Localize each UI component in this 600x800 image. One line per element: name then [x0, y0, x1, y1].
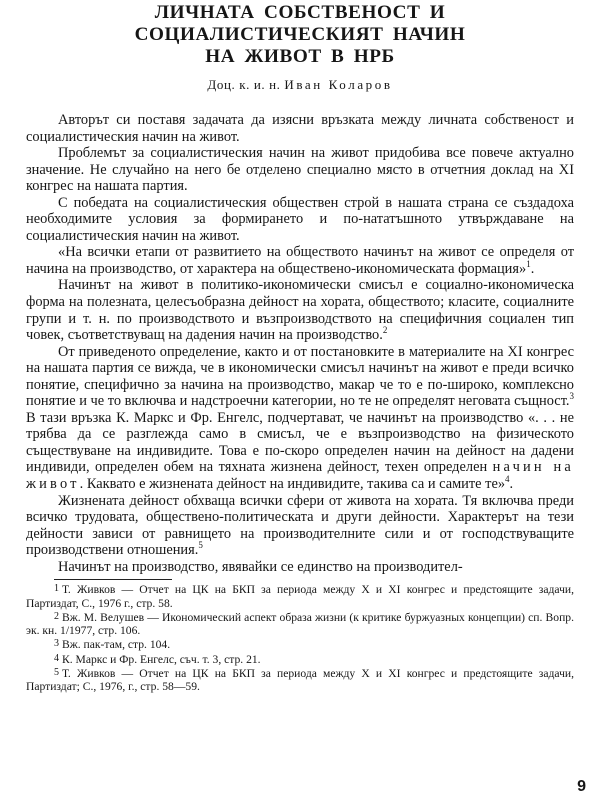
- paragraph-6-text-b: В тази връзка К. Маркс и Фр. Енгелс, подчертават, че начинът на производство «. . . не трябва да се разглежда само в смисъл, че е възпроизводство на физическото съществуване на индивидите. Това е по-скоро определен начин на дейност на дадени индивиди, определен обем на тяхната жизнена дейност, техен определен: [26, 409, 574, 476]
- footnote-4-number: 4: [54, 652, 59, 664]
- paragraph-4-end: .: [530, 260, 535, 277]
- footnote-ref-3: 3: [569, 391, 574, 402]
- page-number: 9: [577, 778, 586, 795]
- paragraph-4-text: «На всички етапи от развитието на обществото начинът на живот се определя от начина на производство, от характера на обществено-икономическата формация»: [26, 244, 574, 277]
- footnote-1-number: 1: [54, 583, 59, 595]
- footnote-3-text: Вж. пак-там, стр. 104.: [62, 638, 171, 652]
- footnote-ref-5: 5: [198, 540, 203, 551]
- paragraph-6-text-c: . Каквато е жизнената дейност на индивидите, такива са и самите те»: [79, 476, 506, 493]
- author-name: Иван Коларов: [284, 77, 393, 92]
- paragraph-1: [26, 112, 574, 145]
- author-degree: Доц. к. и. н.: [207, 77, 281, 92]
- footnotes: [26, 582, 574, 693]
- footnote-2-text: Вж. М. Велушев — Икономический аспект образа жизни (к критике буржуазных концепции) сп. Вопр. эк. кн. 1/1977, стр. 106.: [26, 610, 574, 638]
- paragraph-3: [26, 195, 574, 245]
- paragraph-5: [26, 277, 574, 343]
- paragraph-6-end: .: [509, 476, 514, 493]
- footnote-1-text: Т. Живков — Отчет на ЦК на БКП за периода между X и XI конгрес и предстоящите задачи, Партиздат, С., 1976 г., стр. 58.: [26, 583, 574, 610]
- footnote-2: [26, 610, 574, 638]
- paragraph-6-text-a: От приведеното определение, както и от постановките в материалите на XI конгрес на нашата партия се вижда, че в икономически смисъл начинът на живот е преди всичко понятие, специфично за начина на производство, макар че то е по-широко, комплексно понятие и че то включва и надстроечни категории, но те не определят неговата същност.: [26, 343, 574, 410]
- footnote-ref-1: 1: [526, 259, 531, 270]
- paragraph-8: [26, 559, 574, 576]
- footnote-ref-2: 2: [382, 325, 388, 336]
- footnote-1: [26, 582, 574, 610]
- footnote-3-number: 3: [54, 638, 59, 650]
- footnote-5-text: Т. Живков — Отчет на ЦК на БКП за периода между X и XI конгрес и предстоящите задачи, Партиздат; С., 1976, г., стр. 58—59.: [26, 666, 574, 694]
- paragraph-6: [26, 344, 574, 493]
- article-title-line-1: ЛИЧНАТА СОБСТВЕНОСТ И СОЦИАЛИСТИЧЕСКИЯТ НАЧИН: [134, 2, 466, 45]
- footnote-4-text: К. Маркс и Фр. Енгелс, съч. т. 3, стр. 21.: [62, 652, 261, 666]
- footnote-5-number: 5: [54, 666, 59, 678]
- footnote-separator: [54, 579, 172, 580]
- paragraph-5-text: Начинът на живот в политико-икономически смисъл е социално-икономическа форма на полезната, целесъобразна дейност на хората, обществото; класите, социалните групи и т. н. по производството и възпроизводството на специфичния социален тип човек, съответствуващ на дадения начин на производство.: [26, 277, 574, 344]
- paragraph-1-text: Авторът си поставя задачата да изясни връзката между личната собственост и социалистическия начин на живот.: [26, 112, 574, 145]
- footnote-4: [26, 652, 574, 666]
- article-title: [26, 2, 574, 68]
- article-body: [26, 112, 574, 575]
- paragraph-3-text: С победата на социалистическия обществен строй в нашата страна се създадоха необходимите условия за формирането и по-нататъшното утвърждаване на социалистическия начин на живот.: [26, 194, 574, 244]
- article-author: [26, 76, 574, 93]
- paragraph-8-text: Начинът на производство, явявайки се единство на производител-: [58, 558, 463, 575]
- footnote-5: [26, 666, 574, 694]
- paragraph-4: [26, 244, 574, 277]
- footnote-ref-4: 4: [505, 474, 510, 485]
- paragraph-7: [26, 493, 574, 559]
- paragraph-2: [26, 145, 574, 195]
- footnote-3: [26, 637, 574, 651]
- paragraph-7-text: Жизнената дейност обхваща всички сфери от живота на хората. Тя включва преди всичко трудовата, обществено-политическата и други дейности. Характерът на тези дейности зависи от равнището на производителните сили и от господствуващите производствени отношения.: [26, 492, 574, 559]
- emphasized-phrase: начин на живот: [26, 459, 574, 493]
- article-title-line-2: НА ЖИВОТ В НРБ: [205, 46, 395, 67]
- footnote-2-number: 2: [54, 610, 59, 622]
- paragraph-2-text: Проблемът за социалистическия начин на живот придобива все повече актуално значение. Не случайно на него бе отделено специално място в отчетния доклад на XI конгрес на нашата партия.: [26, 145, 574, 195]
- article-header: [26, 2, 574, 93]
